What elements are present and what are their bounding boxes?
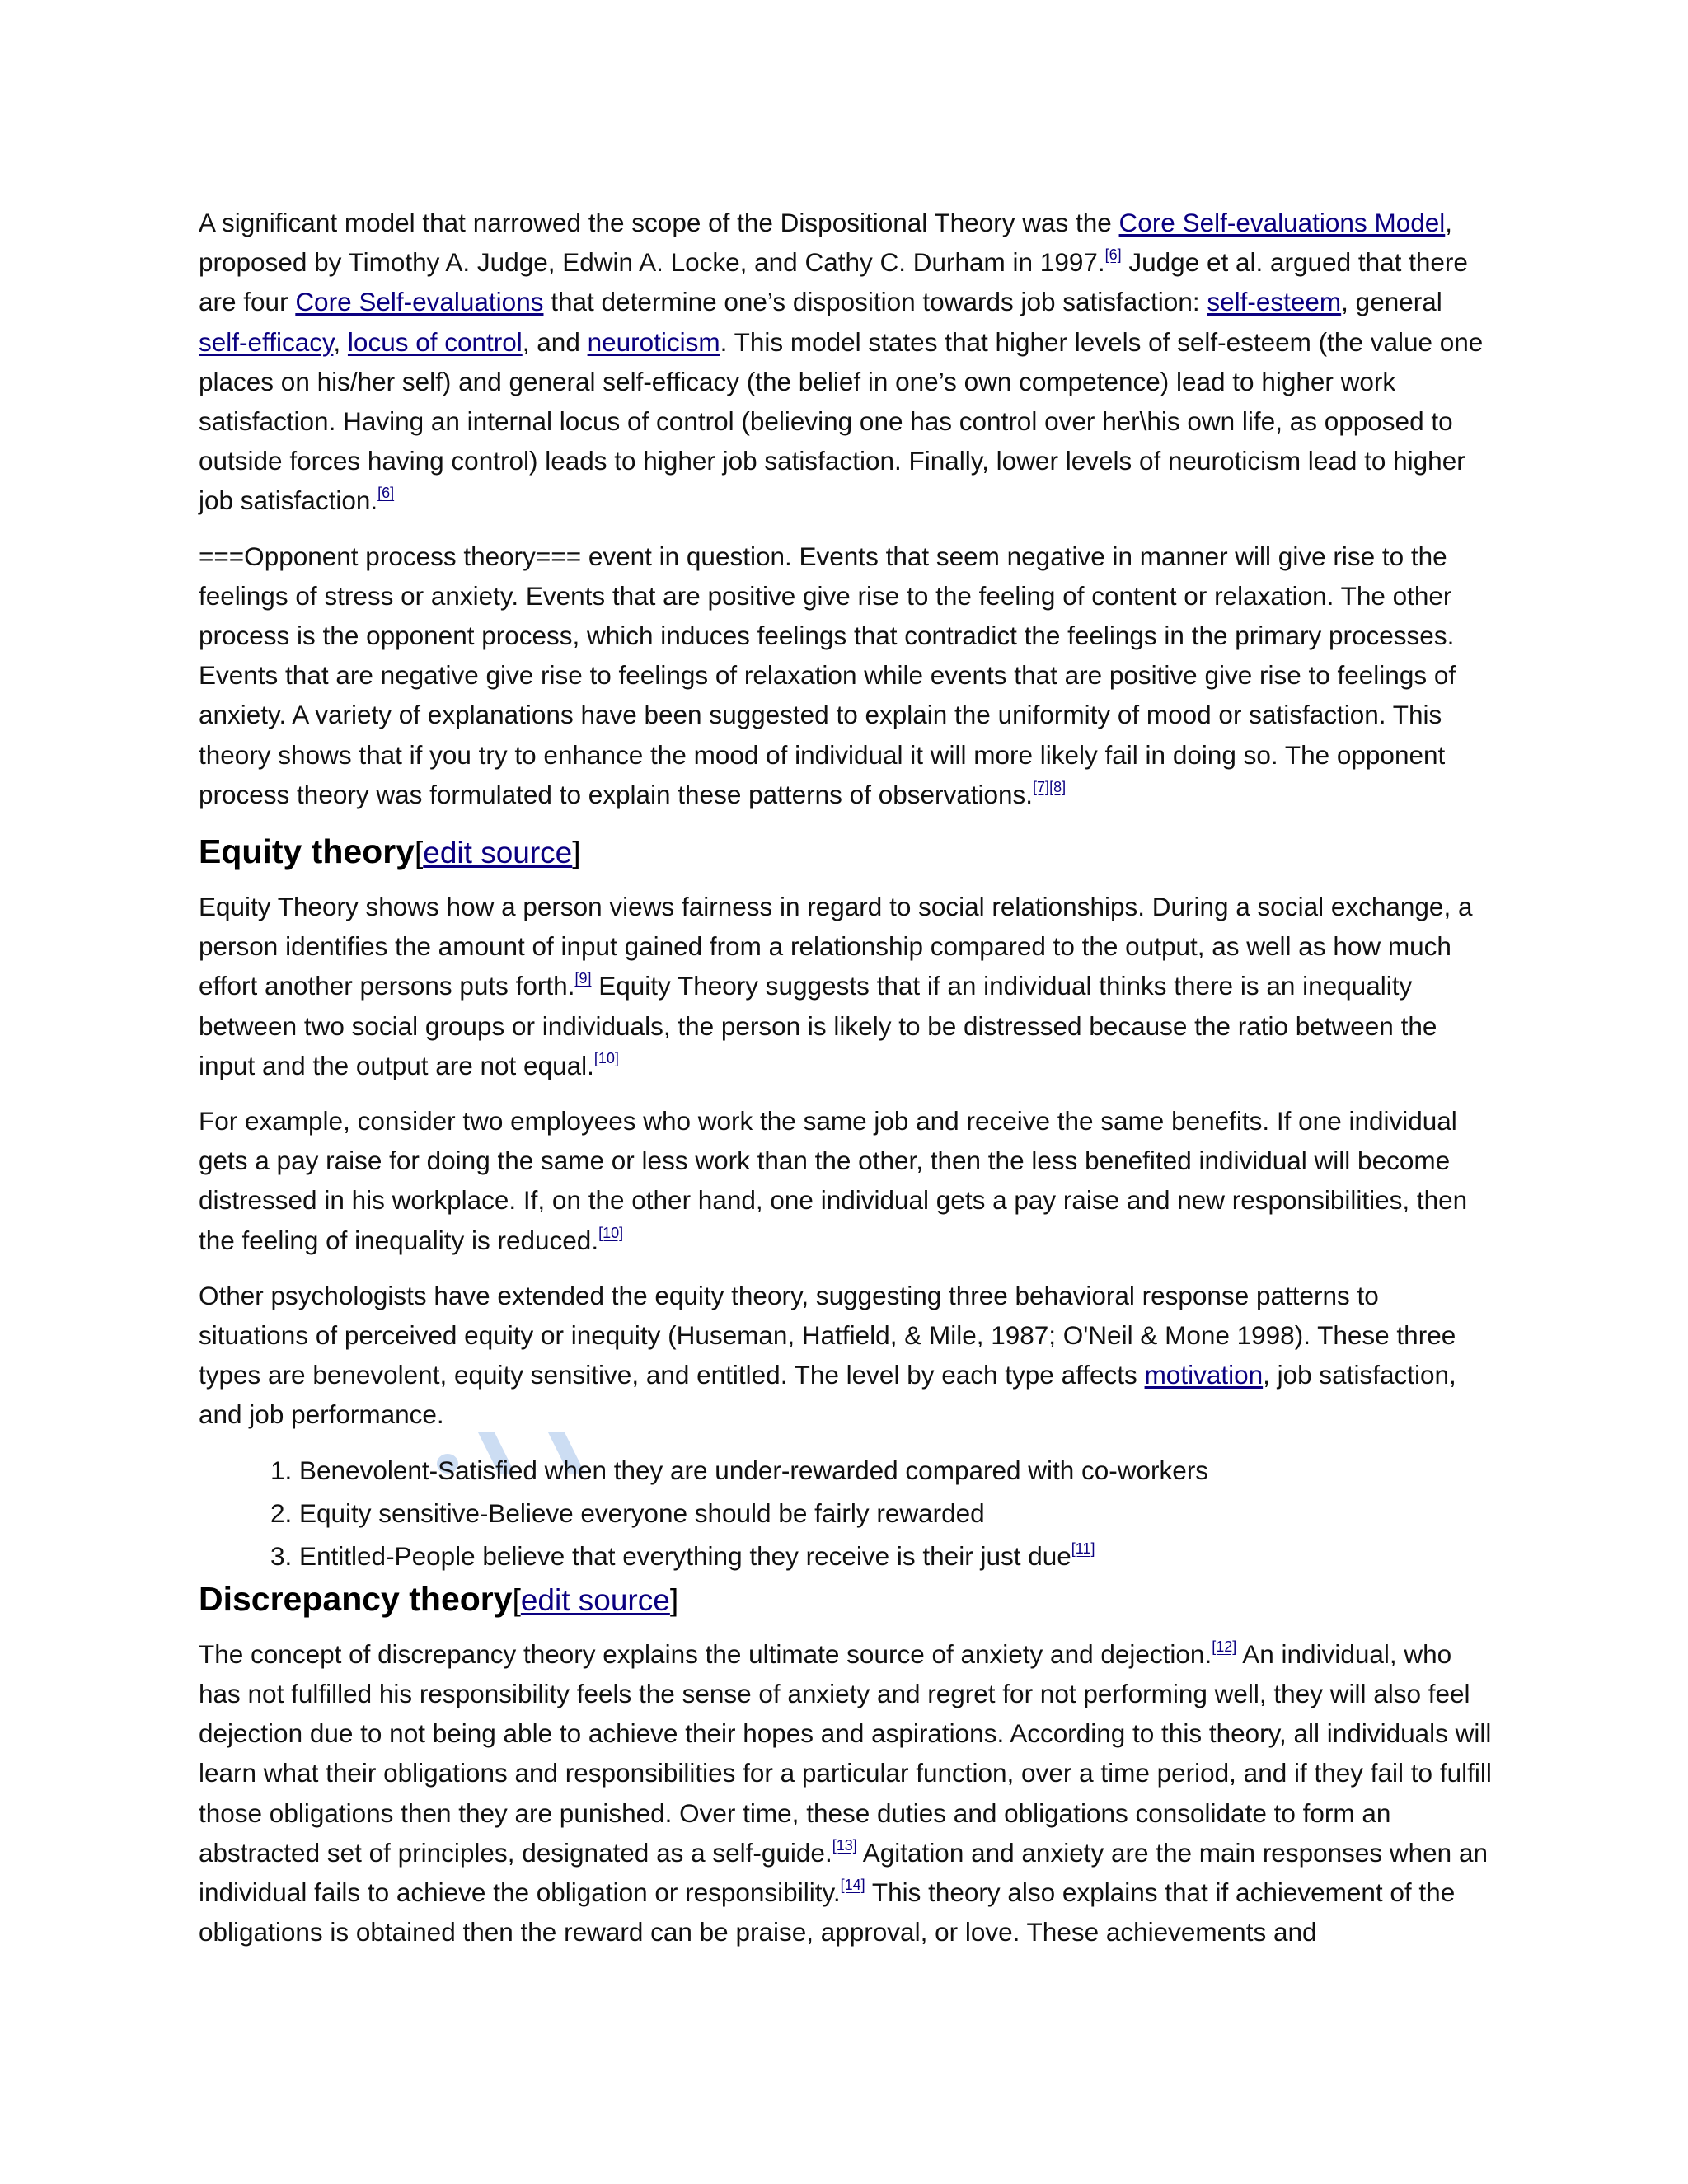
document-page	[199, 203, 1493, 1967]
text: Other psychologists have extended the equity theory, suggesting three behavioral response patterns to situations of perceived equity or inequity (Huseman, Hatfield, & Mile, 1987; O'Neil & Mone 1998). These three types are benevolent, equity sensitive, and entitled. The level by each type affects	[199, 1280, 1456, 1390]
citation[interactable]	[1105, 246, 1122, 263]
paragraph-core-self-evaluations	[199, 203, 1493, 521]
citation[interactable]	[832, 1837, 857, 1854]
text: The concept of discrepancy theory explains the ultimate source of anxiety and dejection.	[199, 1638, 1212, 1669]
text: ,	[333, 326, 348, 357]
edit-source-link[interactable]: edit source	[520, 1582, 670, 1617]
list-item	[299, 1535, 1493, 1577]
text: Agitation and anxiety are the main responses when an individual fails to achieve the obligation or responsibility.	[199, 1837, 1488, 1907]
paragraph-discrepancy	[199, 1634, 1493, 1952]
citation-link[interactable]: [7]	[1033, 778, 1050, 795]
heading-discrepancy-theory	[199, 1577, 1493, 1622]
list-item	[299, 1492, 1493, 1535]
text: , and	[522, 326, 588, 357]
citation-link[interactable]: [9]	[574, 970, 592, 987]
link-self-efficacy[interactable]: self-efficacy	[199, 326, 334, 357]
citation-link[interactable]: [12]	[1212, 1638, 1237, 1655]
link-motivation[interactable]: motivation	[1144, 1360, 1264, 1390]
citation-link[interactable]: [14]	[840, 1876, 865, 1893]
link-self-esteem[interactable]: self-esteem	[1207, 287, 1342, 317]
link-locus-of-control[interactable]: locus of control	[347, 326, 523, 357]
list-item-text: Equity sensitive-Believe everyone should be fairly rewarded	[299, 1497, 985, 1528]
edit-source-link[interactable]: edit source	[423, 836, 573, 870]
text: that determine one’s disposition towards job satisfaction:	[543, 287, 1207, 317]
citation[interactable]	[841, 1877, 865, 1893]
citation-link[interactable]: [10]	[593, 1049, 619, 1066]
text: Equity Theory shows how a person views fairness in regard to social relationships. During a social exchange, a person identifies the amount of input gained from a relationship compared to the output, as well as how much effort another persons puts forth.	[199, 892, 1473, 1001]
citation-link[interactable]: [11]	[1071, 1540, 1095, 1557]
paragraph-equity-intro	[199, 887, 1493, 1085]
text: . This model states that higher levels of self-esteem (the value one places on his/her self) and general self-efficacy (the belief in one’s own competence) lead to higher work satisfaction. Having an internal locus of control (believing one has control over her\his own life, as opposed to outside forces having control) leads to higher job satisfaction. Finally, lower levels of neuroticism lead to higher job satisfaction.	[199, 326, 1484, 516]
citation[interactable]	[1033, 779, 1066, 795]
bracket: [	[512, 1582, 521, 1617]
text: ===Opponent process theory=== event in question. Events that seem negative in manner will give rise to the feelings of stress or anxiety. Events that are positive give rise to the feeling of content or relaxation. The other process is the opponent process, which induces feelings that contradict the feelings in the primary processes. Events that are negative give rise to feelings of relaxation while events that are positive give rise to feelings of anxiety. A variety of explanations have been suggested to explain the uniformity of mood or satisfaction. This theory shows that if you try to enhance the mood of individual it will more likely fail in doing so. The opponent process theory was formulated to explain these patterns of observations.	[199, 541, 1456, 809]
heading-equity-theory	[199, 830, 1493, 874]
edit-section	[415, 836, 581, 869]
citation[interactable]	[594, 1050, 619, 1066]
link-core-self-evaluations-model[interactable]: Core Self-evaluations Model	[1118, 208, 1446, 237]
response-patterns-list	[199, 1449, 1493, 1577]
text: , proposed by Timothy A. Judge, Edwin A. Locke, and Cathy C. Durham in 1997.	[199, 208, 1453, 278]
list-item-text: Entitled-People believe that everything they receive is their just due	[299, 1540, 1071, 1571]
edit-section	[513, 1583, 679, 1617]
citation-link[interactable]: [13]	[832, 1836, 857, 1854]
text: , job satisfaction, and job performance.	[199, 1360, 1456, 1430]
bracket: ]	[572, 836, 581, 870]
paragraph-equity-extension	[199, 1276, 1493, 1435]
citation[interactable]	[1212, 1638, 1236, 1655]
heading-title: Equity theory	[199, 832, 415, 871]
text: An individual, who has not fulfilled his responsibility feels the sense of anxiety and regret for not performing well, they will also feel dejection due to not being able to achieve their hopes and aspirations. According to this theory, all individuals will learn what their obligations and responsibilities for a particular function, over a time period, and if they fail to fulfill those obligations then they are punished. Over time, these duties and obligations consolidate to form an abstracted set of principles, designated as a self-guide.	[199, 1638, 1492, 1868]
heading-title: Discrepancy theory	[199, 1579, 513, 1618]
link-neuroticism[interactable]: neuroticism	[587, 326, 720, 357]
text: , general	[1341, 287, 1442, 317]
text: For example, consider two employees who work the same job and receive the same benefits. If one individual gets a pay raise for doing the same or less work than the other, then the less benefited individual will become distressed in his workplace. If, on the other hand, one individual gets a pay raise and new responsibilities, then the feeling of inequality is reduced.	[199, 1106, 1468, 1255]
list-item	[299, 1449, 1493, 1492]
text: Equity Theory suggests that if an individual thinks there is an inequality between two social groups or individuals, the person is likely to be distressed because the ratio between the input and the output are not equal.	[199, 971, 1437, 1080]
citation[interactable]	[377, 485, 394, 501]
citation-link[interactable]: [6]	[1104, 246, 1122, 264]
citation-link[interactable]: [6]	[377, 485, 395, 502]
citation[interactable]	[598, 1225, 623, 1241]
link-core-self-evaluations[interactable]: Core Self-evaluations	[295, 287, 544, 317]
citation-link[interactable]: [10]	[598, 1224, 624, 1241]
bracket: ]	[669, 1582, 679, 1617]
citation[interactable]	[1071, 1540, 1095, 1557]
citation[interactable]	[574, 970, 591, 987]
paragraph-equity-example	[199, 1101, 1493, 1260]
text: A significant model that narrowed the scope of the Dispositional Theory was the	[199, 208, 1119, 237]
text: This theory also explains that if achievement of the obligations is obtained then the reward can be praise, approval, or love. These achievements and	[199, 1877, 1456, 1947]
citation-link[interactable]: [8]	[1049, 778, 1067, 795]
list-item-text: Benevolent-Satisfied when they are under-rewarded compared with co-workers	[299, 1455, 1209, 1485]
paragraph-opponent-process	[199, 537, 1493, 814]
text: Judge et al. argued that there are four	[199, 247, 1468, 317]
bracket: [	[414, 836, 424, 870]
